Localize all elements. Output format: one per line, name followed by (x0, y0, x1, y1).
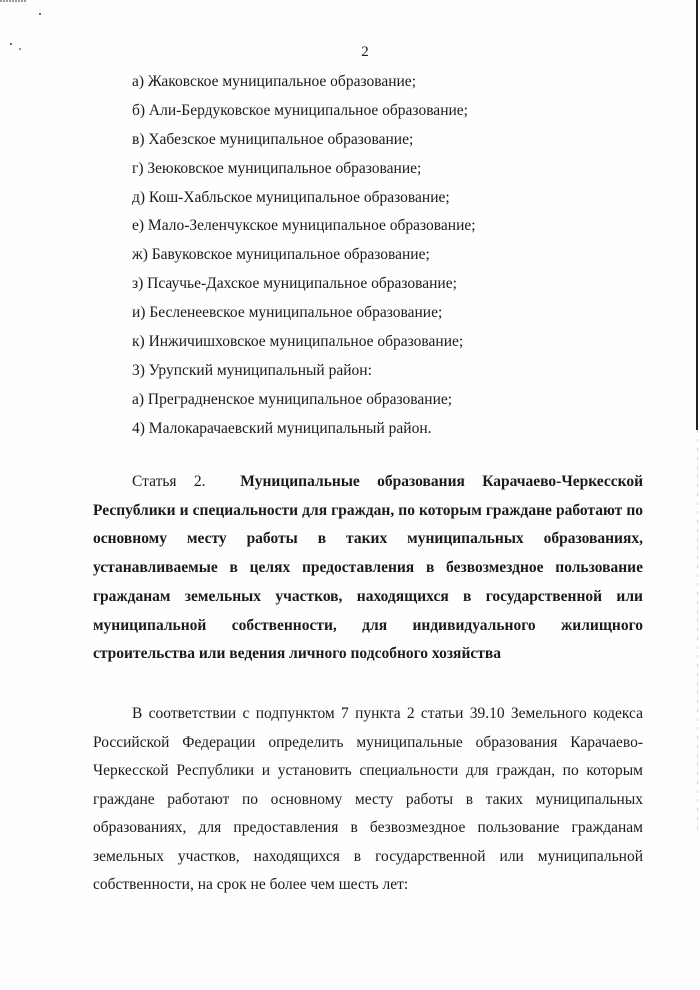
list-item: а) Преградненское муниципальное образование; (132, 390, 453, 408)
list-item: 3) Урупский муниципальный район: (132, 361, 372, 379)
list-item: а) Жаковское муниципальное образование; (132, 73, 416, 90)
list-item: д) Кош-Хабльское муниципальное образование; (132, 188, 450, 206)
list-item: г) Зеюковское муниципальное образование; (132, 159, 422, 177)
list-item: и) Бесленеевское муниципальное образование; (132, 304, 443, 322)
page-number: 2 (361, 44, 369, 60)
municipality-list (132, 68, 476, 444)
list-item: ж) Бавуковское муниципальное образование; (132, 246, 430, 264)
list-item: 4) Малокарачаевский муниципальный район. (132, 419, 432, 437)
article-body (93, 700, 643, 900)
body-paragraph: В соответствии с подпунктом 7 пункта 2 статьи 39.10 Земельного кодекса Российской Федерации определить муниципальные образования Карачаево-Черкесской Республики и установить специальности для граждан, по которым граждане работают по основному месту работы в таких муниципальных образованиях, для предоставления в безвозмездное пользование гражданам земельных участков, находящихся в государственной или муниципальной собственности, на срок не более чем шесть лет: (93, 705, 643, 893)
scan-edge-line-faint (697, 430, 698, 830)
list-item: з) Псаучье-Дахское муниципальное образование; (132, 275, 457, 293)
list-item: к) Инжичишховское муниципальное образование; (132, 333, 464, 351)
article-heading (93, 468, 643, 669)
article-label: Статья 2. (132, 473, 206, 490)
scan-artifact-dot (39, 13, 41, 15)
list-item: е) Мало-Зеленчукское муниципальное образование; (132, 217, 476, 235)
article-title: Муниципальные образования Карачаево-Черкесской Республики и специальности для граждан, по которым граждане работают по основному месту работы в таких муниципальных образованиях, устанавливаемые в целях предоставления в безвозмездное пользование гражданам земельных участков, находящихся в государственной или муниципальной собственности, для индивидуального жилищного строительства или ведения личного подсобного хозяйства (93, 473, 644, 663)
scan-edge-line (696, 0, 698, 430)
list-item: в) Хабезское муниципальное образование; (132, 130, 414, 148)
list-item: б) Али-Бердуковское муниципальное образование; (132, 101, 468, 119)
scan-artifact-top-mark (0, 0, 26, 2)
